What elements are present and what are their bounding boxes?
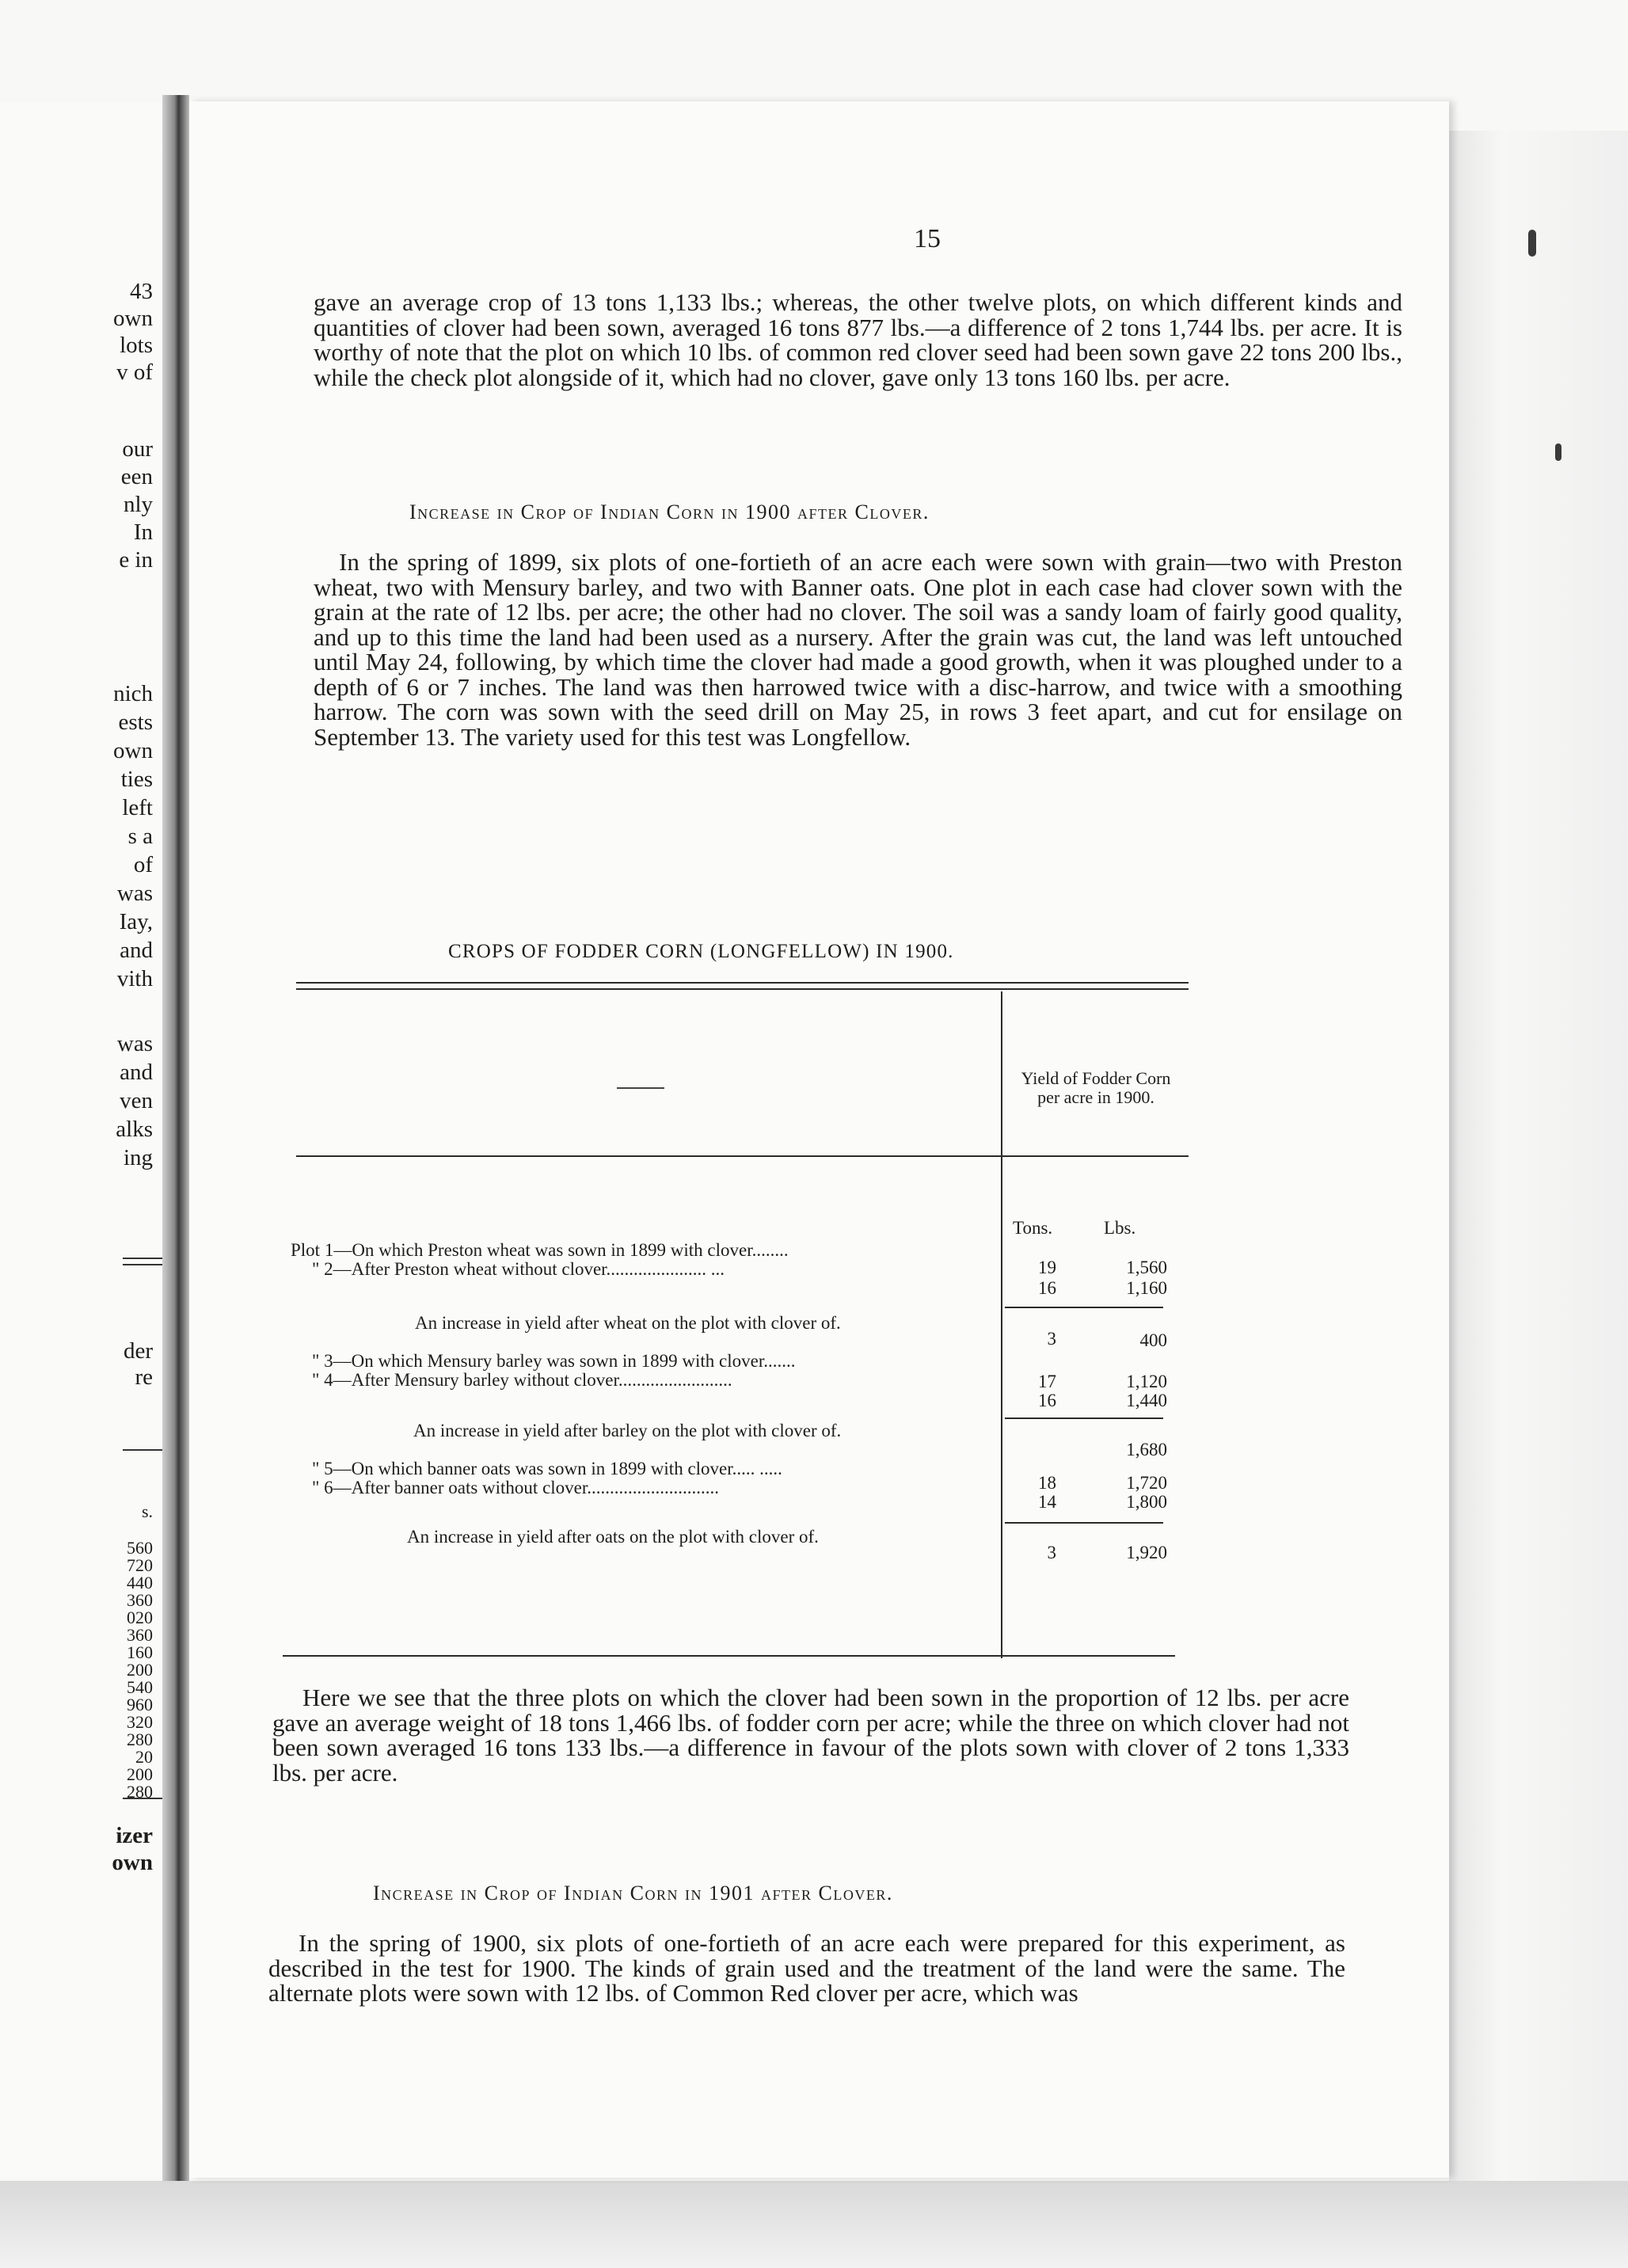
prev-number: 320 xyxy=(127,1712,153,1732)
table-row-label: " 4—After Mensury barley without clover......................... xyxy=(312,1370,732,1390)
prev-line: re xyxy=(135,1364,153,1390)
lbs-column-header: Lbs. xyxy=(1104,1218,1136,1238)
prev-number: 280 xyxy=(127,1730,153,1749)
prev-number: 560 xyxy=(127,1538,153,1558)
subtotal-rule xyxy=(1005,1522,1163,1524)
prev-rule xyxy=(123,1258,162,1259)
prev-number: 200 xyxy=(127,1764,153,1784)
prev-number: 960 xyxy=(127,1695,153,1714)
table-row-subtotal: An increase in yield after barley on the plot with clover of. xyxy=(413,1421,842,1440)
table-row-label: " 3—On which Mensury barley was sown in 1899 with clover....... xyxy=(312,1351,796,1371)
prev-line: our xyxy=(122,436,153,462)
table-cell-tons: 3 xyxy=(1047,1543,1056,1562)
section-heading-1900: Increase in Crop of Indian Corn in 1900 after Clover. xyxy=(409,500,930,523)
prev-number: 360 xyxy=(127,1590,153,1610)
prev-line: izer xyxy=(116,1823,153,1848)
paragraph-3: Here we see that the three plots on which the clover had been sown in the proportion of 12 lbs. per acre gave an average weight of 18 tons 1,466 lbs. of fodder corn per acre; while the three on which clover had not been sown averaged 16 tons 133 lbs.—a difference in favour of the plots sown with clover of 2 tons 1,333 lbs. per acre. xyxy=(272,1684,1349,1787)
table-cell-lbs: 1,120 xyxy=(1126,1372,1167,1391)
prev-number: 540 xyxy=(127,1677,153,1697)
prev-number: 160 xyxy=(127,1642,153,1662)
table-cell-lbs: 1,920 xyxy=(1126,1543,1167,1562)
table-cell-tons: 3 xyxy=(1047,1329,1056,1349)
prev-line: s a xyxy=(127,824,153,849)
page-edge-shadow xyxy=(1449,131,1628,2190)
prev-line: nich xyxy=(113,681,153,706)
prev-line: was xyxy=(116,1031,153,1056)
prev-number: 280 xyxy=(127,1782,153,1802)
paragraph-2: In the spring of 1899, six plots of one-fortieth of an acre each were sown with grain—two with Preston wheat, two with Mensury barley, and two with Banner oats. One plot in each case had clover sown with the grain at the rate of 12 lbs. per acre; the other had no clover. The soil was a sandy loam of fairly good quality, and up to this time the land had been used as a nursery. After the grain was cut, the land was left untouched until May 24, following, by which time the clover had made a good growth, when it was ploughed under to a depth of 6 or 7 inches. The land was then harrowed twice with a disc-harrow, and twice with a smoothing harrow. The corn was sown with the seed drill on May 25, in rows 3 feet apart, and cut for ensilage on September 13. The variety used for this test was Longfellow. xyxy=(314,548,1402,751)
document-page xyxy=(189,101,1449,2178)
paragraph-4: In the spring of 1900, six plots of one-fortieth of an acre each were prepared for this experiment, as described in the test for 1900. The kinds of grain used and the treatment of the land were the same. The alternate plots were sown with 12 lbs. of Common Red clover per acre, which was xyxy=(268,1929,1345,2007)
table-cell-tons: 16 xyxy=(1038,1278,1056,1298)
prev-number: 440 xyxy=(127,1573,153,1593)
table-cell-tons: 19 xyxy=(1038,1258,1056,1277)
table-column-divider xyxy=(1001,991,1002,1658)
table-row-label: Plot 1—On which Preston wheat was sown in 1899 with clover........ xyxy=(291,1240,789,1260)
table-cell-tons: 16 xyxy=(1038,1391,1056,1410)
table-cell-tons: 14 xyxy=(1038,1492,1056,1512)
subtotal-rule xyxy=(1005,1418,1163,1419)
table-title: CROPS OF FODDER CORN (LONGFELLOW) IN 1900. xyxy=(448,941,954,962)
scan-mark xyxy=(1555,443,1561,461)
table-top-rule xyxy=(296,988,1189,990)
prev-line: left xyxy=(122,795,153,820)
prev-number: 200 xyxy=(127,1660,153,1680)
prev-number: 20 xyxy=(135,1747,153,1767)
table-cell-tons: 17 xyxy=(1038,1372,1056,1391)
tons-column-header: Tons. xyxy=(1013,1218,1053,1238)
prev-line: and xyxy=(120,938,153,963)
prev-line: of xyxy=(133,852,153,877)
stub-header-dash xyxy=(617,1087,664,1089)
table-cell-lbs: 1,680 xyxy=(1126,1440,1167,1459)
table-bottom-rule xyxy=(283,1655,1175,1657)
prev-number: 360 xyxy=(127,1625,153,1645)
prev-line: own xyxy=(112,1850,153,1875)
previous-page-fragment xyxy=(0,103,162,2178)
prev-line: ties xyxy=(120,767,153,792)
paragraph-1: gave an average crop of 13 tons 1,133 lbs.; whereas, the other twelve plots, on which different kinds and quantities of clover had been sown, averaged 16 tons 877 lbs.—a difference of 2 tons 1,744 lbs. per acre. It is worthy of note that the plot on which 10 lbs. of common red clover seed had been sown gave 22 tons 200 lbs., while the check plot alongside of it, which had no clover, gave only 13 tons 160 lbs. per acre. xyxy=(314,288,1402,391)
prev-line: e in xyxy=(119,547,153,573)
table-cell-lbs: 1,440 xyxy=(1126,1391,1167,1410)
prev-line: der xyxy=(123,1338,153,1364)
prev-line: lots xyxy=(120,333,153,358)
table-header-rule xyxy=(296,1155,1189,1157)
prev-line: own xyxy=(113,306,153,331)
prev-line: ests xyxy=(118,710,153,735)
book-gutter xyxy=(162,95,189,2186)
table-row-subtotal: An increase in yield after wheat on the plot with clover of. xyxy=(415,1313,841,1333)
table-top-rule xyxy=(296,982,1189,984)
prev-line: ven xyxy=(120,1088,153,1113)
table-cell-lbs: 1,160 xyxy=(1126,1278,1167,1298)
prev-line: alks xyxy=(116,1117,153,1142)
prev-line: and xyxy=(120,1060,153,1085)
prev-line: nly xyxy=(123,492,153,517)
table-row-subtotal: An increase in yield after oats on the plot with clover of. xyxy=(407,1527,819,1547)
prev-number: 020 xyxy=(127,1608,153,1627)
table-row-label: " 2—After Preston wheat without clover...................... ... xyxy=(312,1259,725,1279)
table-cell-lbs: 400 xyxy=(1139,1330,1167,1350)
yield-column-header: Yield of Fodder Corn per acre in 1900. xyxy=(1021,1068,1171,1107)
scan-mark xyxy=(1528,230,1536,257)
table-row-label: " 5—On which banner oats was sown in 1899 with clover..... ..... xyxy=(312,1459,782,1478)
prev-line: vith xyxy=(116,966,153,991)
table-cell-lbs: 1,560 xyxy=(1126,1258,1167,1277)
prev-line: een xyxy=(120,464,153,489)
prev-rule xyxy=(123,1798,162,1799)
scan-bottom-band xyxy=(0,2181,1628,2268)
prev-line: ing xyxy=(123,1145,153,1170)
page-number: 15 xyxy=(914,224,941,253)
subtotal-rule xyxy=(1005,1307,1163,1308)
prev-line: was xyxy=(116,881,153,906)
prev-rule xyxy=(123,1449,162,1451)
prev-line: Iay, xyxy=(119,909,153,934)
table-cell-lbs: 1,800 xyxy=(1126,1492,1167,1512)
prev-line: own xyxy=(113,738,153,763)
prev-line: 43 xyxy=(130,279,153,304)
prev-line: s. xyxy=(141,1501,153,1521)
table-cell-lbs: 1,720 xyxy=(1126,1473,1167,1493)
table-row-label: " 6—After banner oats without clover............................. xyxy=(312,1478,720,1497)
prev-line: In xyxy=(133,519,153,545)
table-cell-tons: 18 xyxy=(1038,1473,1056,1493)
prev-rule xyxy=(123,1264,162,1265)
prev-line: v of xyxy=(116,360,153,385)
prev-number: 720 xyxy=(127,1555,153,1575)
section-heading-1901: Increase in Crop of Indian Corn in 1901 after Clover. xyxy=(373,1882,893,1905)
